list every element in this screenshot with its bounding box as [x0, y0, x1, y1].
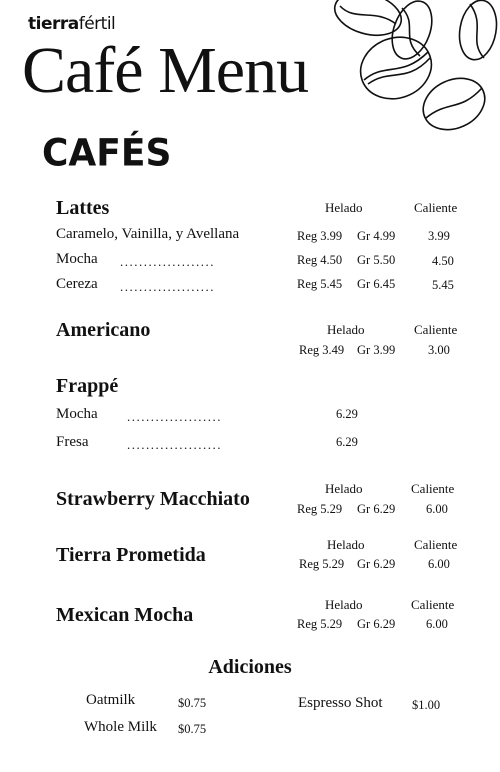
addition-name: Espresso Shot: [298, 695, 383, 711]
brand-part-1: tierra: [28, 14, 79, 34]
iced-column-label: Helado: [327, 322, 365, 337]
price-grande: Gr 3.99: [357, 343, 396, 357]
section-title: CAFÉS: [42, 131, 172, 175]
price-regular: Reg 3.49: [299, 343, 345, 357]
coffee-beans-illustration: [330, 0, 500, 140]
iced-column-label: Helado: [325, 597, 363, 612]
hot-column-label: Caliente: [411, 597, 455, 612]
hot-column-label: Caliente: [414, 537, 458, 552]
price-grande: Gr 6.29: [357, 617, 396, 631]
price-grande: Gr 6.29: [357, 502, 396, 516]
brand-logo: [28, 14, 115, 34]
addition-name: Oatmilk: [86, 692, 136, 708]
price-hot: 3.99: [428, 229, 450, 243]
menu-item-name: Mocha: [56, 251, 98, 267]
price-grande: Gr 6.45: [357, 277, 396, 291]
iced-column-label: Helado: [325, 481, 363, 496]
hot-column-label: Caliente: [411, 481, 455, 496]
price-grande: Gr 5.50: [357, 253, 396, 267]
menu-item-name: Fresa: [56, 434, 89, 450]
leader-dots: ....................: [127, 437, 222, 452]
iced-column-label: Helado: [325, 200, 363, 215]
price-regular: Reg 5.45: [297, 277, 343, 291]
menu-title: Café Menu: [22, 34, 309, 107]
price-hot: 3.00: [428, 343, 450, 357]
strawberry-macchiato-heading: Strawberry Macchiato: [56, 488, 250, 510]
price-regular: Reg 5.29: [299, 557, 345, 571]
price-hot: 6.00: [428, 557, 450, 571]
tierra-prometida-heading: Tierra Prometida: [56, 544, 206, 566]
lattes-heading: Lattes: [56, 197, 110, 219]
price: 6.29: [336, 407, 358, 421]
menu-item-name: Caramelo, Vainilla, y Avellana: [56, 226, 240, 242]
price-grande: Gr 4.99: [357, 229, 396, 243]
mexican-mocha-heading: Mexican Mocha: [56, 604, 194, 626]
addition-price: $0.75: [178, 696, 207, 710]
addition-name: Whole Milk: [84, 719, 157, 735]
price-hot: 6.00: [426, 502, 448, 516]
price-grande: Gr 6.29: [357, 557, 396, 571]
leader-dots: ....................: [120, 254, 215, 269]
price: 6.29: [336, 435, 358, 449]
price-regular: Reg 3.99: [297, 229, 343, 243]
menu-item-name: Cereza: [56, 276, 98, 292]
menu-item-name: Mocha: [56, 406, 98, 422]
price-regular: Reg 5.29: [297, 502, 343, 516]
price-hot: 6.00: [426, 617, 448, 631]
addition-price: $1.00: [412, 698, 441, 712]
leader-dots: ....................: [127, 409, 222, 424]
price-hot: 4.50: [432, 254, 454, 268]
americano-heading: Americano: [56, 319, 151, 341]
brand-part-2: fértil: [78, 14, 116, 34]
price-regular: Reg 4.50: [297, 253, 343, 267]
price-hot: 5.45: [432, 278, 454, 292]
leader-dots: ....................: [120, 279, 215, 294]
hot-column-label: Caliente: [414, 322, 458, 337]
price-regular: Reg 5.29: [297, 617, 343, 631]
addition-price: $0.75: [178, 722, 207, 736]
frappe-heading: Frappé: [56, 375, 119, 397]
hot-column-label: Caliente: [414, 200, 458, 215]
iced-column-label: Helado: [327, 537, 365, 552]
additions-heading: Adiciones: [208, 656, 292, 678]
